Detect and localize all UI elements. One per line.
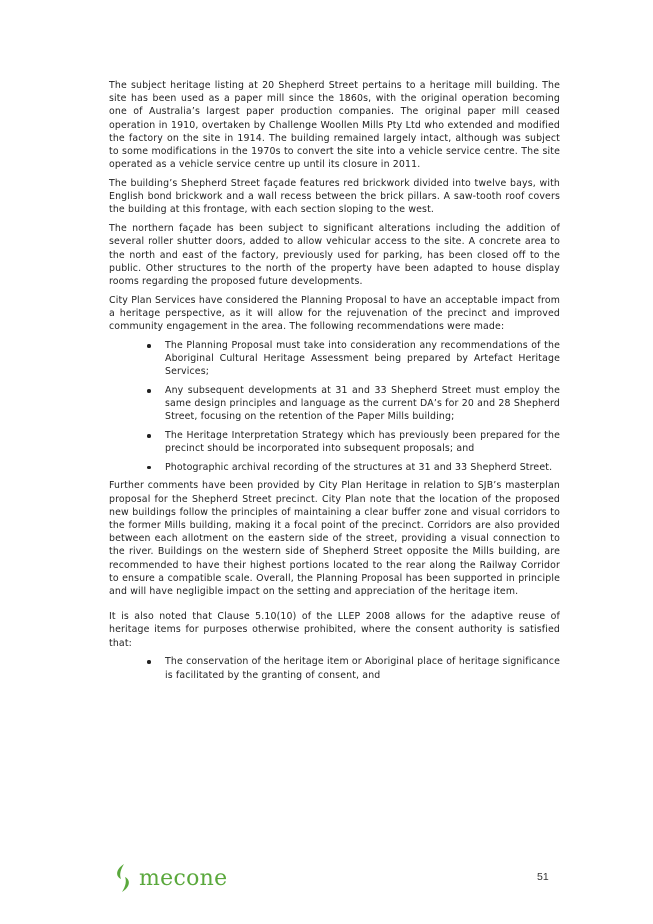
list-item <box>109 655 560 681</box>
paragraph-site-history: The subject heritage listing at 20 Shepherd Street pertains to a heritage mill building. The site has been used as a paper mill since the 1860s, with the original operation becoming one of Australia’s largest paper production companies. The original paper mill ceased operation in 1910, overtaken by Challenge Woollen Mills Pty Ltd who extended and modified the factory on the site in 1914. The building remained largely intact, although was subject to some modifications in the 1970s to convert the site into a vehicle service centre. The site operated as a vehicle service centre up until its closure in 2011. <box>109 80 560 171</box>
brand-name: mecone <box>139 865 228 891</box>
recommendations-list <box>109 339 560 474</box>
bullet-icon <box>147 389 151 393</box>
document-body <box>109 79 560 687</box>
mecone-logo <box>113 862 227 894</box>
bullet-icon <box>147 434 151 438</box>
list-item-text: The Heritage Interpretation Strategy which has previously been prepared for the precinct should be incorporated into subsequent proposals; and <box>165 430 560 455</box>
page-number: 51 <box>537 871 549 883</box>
bullet-icon <box>147 466 151 470</box>
list-item-text: The conservation of the heritage item or Aboriginal place of heritage significance is facilitated by the granting of consent, and <box>165 656 560 681</box>
list-item <box>109 461 560 474</box>
list-item <box>109 339 560 379</box>
paragraph-clause: It is also noted that Clause 5.10(10) of the LLEP 2008 allows for the adaptive reuse of heritage items for purposes otherwise prohibited, where the consent authority is satisfied that: <box>109 611 560 649</box>
list-item <box>109 384 560 424</box>
list-item-text: Any subsequent developments at 31 and 33 Shepherd Street must employ the same design principles and language as the current DA’s for 20 and 28 Shepherd Street, focusing on the retention of the Paper Mills building; <box>165 385 560 423</box>
paragraph-city-plan: City Plan Services have considered the Planning Proposal to have an acceptable impact from a heritage perspective, as it will allow for the rejuvenation of the precinct and improved community engagement in the area. The following recommendations were made: <box>109 294 560 333</box>
bullet-icon <box>147 344 151 348</box>
leaf-icon <box>113 863 133 893</box>
list-item-text: Photographic archival recording of the structures at 31 and 33 Shepherd Street. <box>165 461 553 473</box>
paragraph-further-comments: Further comments have been provided by City Plan Heritage in relation to SJB’s masterplan proposal for the Shepherd Street precinct. City Plan note that the location of the proposed new buildings follow the principles of maintaining a clear buffer zone and visual corridors to the former Mills building, making it a focal point of the precinct. Corridors are also provided between each allotment on the eastern side of the street, providing a visual connection to the river. Buildings on the western side of Shepherd Street opposite the Mills building, are recommended to have their highest portions located to the rear along the Railway Corridor to ensure a compatible scale. Overall, the Planning Proposal has been supported in principle and will have negligible impact on the setting and appreciation of the heritage item. <box>109 480 560 598</box>
paragraph-facade: The building’s Shepherd Street façade features red brickwork divided into twelve bays, with English bond brickwork and a wall recess between the brick pillars. A saw-tooth roof covers the building at this frontage, with each section sloping to the west. <box>109 178 560 216</box>
bullet-icon <box>147 660 151 664</box>
list-item <box>109 429 560 455</box>
clause-conditions-list <box>109 655 560 681</box>
paragraph-northern-facade: The northern façade has been subject to significant alterations including the addition of several roller shutter doors, added to allow vehicular access to the site. A concrete area to the north and east of the factory, previously used for parking, has been closed off to the public. Other structures to the north of the property have been adapted to house display rooms regarding the proposed future developments. <box>109 223 560 288</box>
list-item-text: The Planning Proposal must take into consideration any recommendations of the Aboriginal Cultural Heritage Assessment being prepared by Artefact Heritage Services; <box>165 340 560 378</box>
